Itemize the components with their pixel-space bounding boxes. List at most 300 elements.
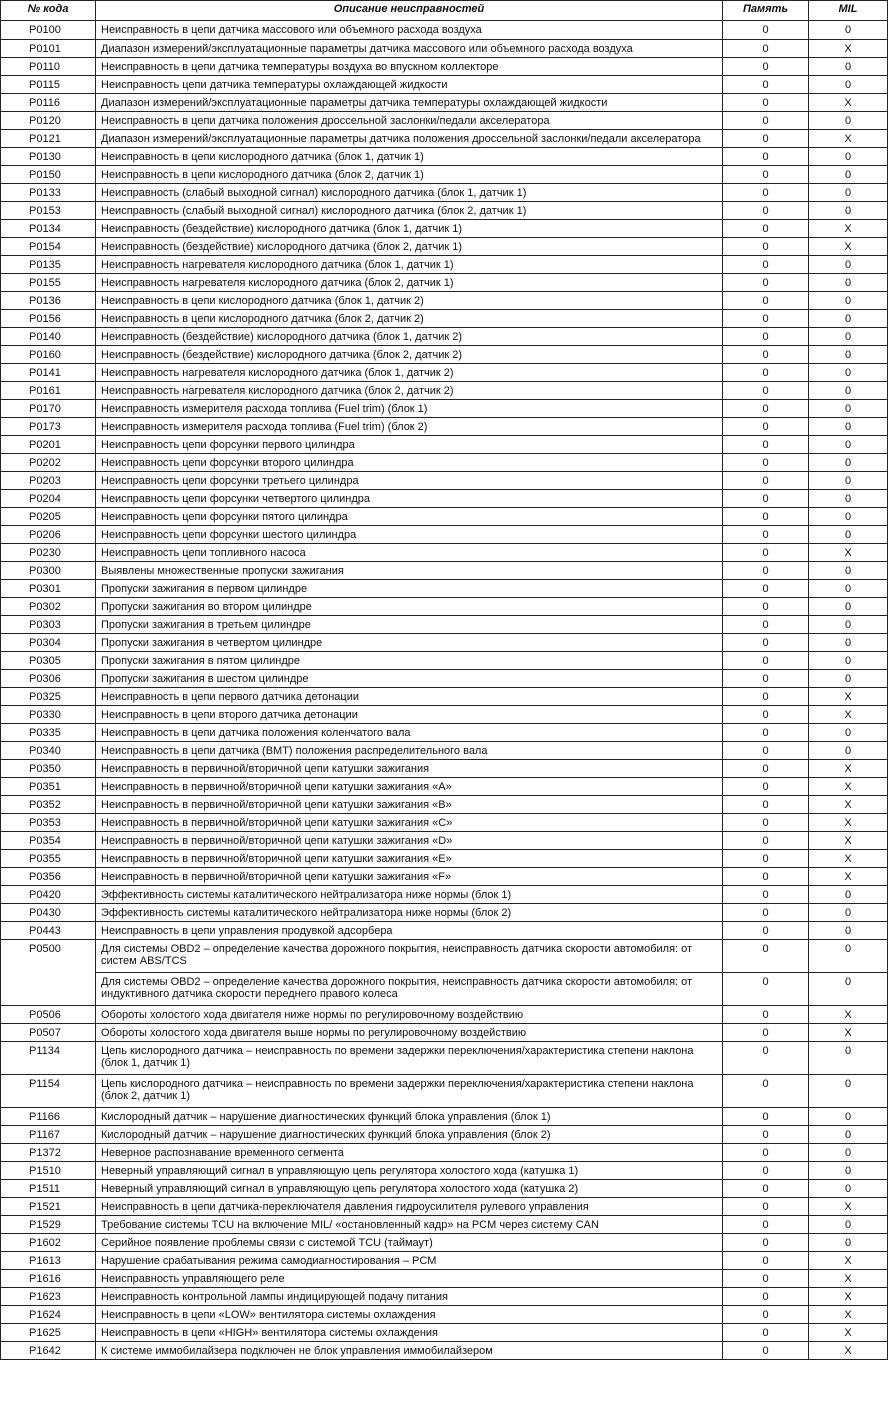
- cell-code: P0161: [1, 382, 96, 400]
- cell-memory: 0: [723, 742, 809, 760]
- cell-memory: 0: [723, 1288, 809, 1306]
- cell-description: Кислородный датчик – нарушение диагностических функций блока управления (блок 1): [96, 1108, 723, 1126]
- cell-code: P1602: [1, 1234, 96, 1252]
- cell-memory: 0: [723, 238, 809, 256]
- table-row: [1, 850, 888, 868]
- cell-description: Неисправность контрольной лампы индицирующей подачу питания: [96, 1288, 723, 1306]
- cell-code: P1134: [1, 1042, 96, 1075]
- cell-mil: X: [809, 832, 888, 850]
- cell-description: Пропуски зажигания во втором цилиндре: [96, 598, 723, 616]
- cell-description: Обороты холостого хода двигателя выше нормы по регулировочному воздействию: [96, 1024, 723, 1042]
- cell-mil: 0: [809, 1180, 888, 1198]
- cell-memory: 0: [723, 1216, 809, 1234]
- cell-memory: 0: [723, 634, 809, 652]
- table-row: [1, 973, 888, 1006]
- cell-mil: X: [809, 814, 888, 832]
- cell-mil: 0: [809, 346, 888, 364]
- cell-description: Пропуски зажигания в первом цилиндре: [96, 580, 723, 598]
- cell-memory: 0: [723, 310, 809, 328]
- table-row: [1, 1126, 888, 1144]
- cell-memory: 0: [723, 814, 809, 832]
- cell-code: P1166: [1, 1108, 96, 1126]
- table-row: [1, 1216, 888, 1234]
- table-row: [1, 274, 888, 292]
- cell-description: Неисправность нагревателя кислородного датчика (блок 2, датчик 2): [96, 382, 723, 400]
- cell-description: Неисправность в цепи датчика (ВМТ) положения распределительного вала: [96, 742, 723, 760]
- cell-mil: X: [809, 760, 888, 778]
- header-mil: MIL: [809, 1, 888, 21]
- cell-memory: 0: [723, 868, 809, 886]
- cell-mil: 0: [809, 886, 888, 904]
- cell-description: Пропуски зажигания в четвертом цилиндре: [96, 634, 723, 652]
- cell-code: P1613: [1, 1252, 96, 1270]
- cell-description: Неисправность цепи форсунки четвертого цилиндра: [96, 490, 723, 508]
- cell-memory: 0: [723, 580, 809, 598]
- table-row: [1, 940, 888, 973]
- cell-code: P1372: [1, 1144, 96, 1162]
- cell-memory: 0: [723, 202, 809, 220]
- cell-description: Диапазон измерений/эксплуатационные параметры датчика положения дроссельной заслонки/педали акселератора: [96, 130, 723, 148]
- cell-memory: 0: [723, 706, 809, 724]
- cell-mil: 0: [809, 472, 888, 490]
- cell-mil: X: [809, 1324, 888, 1342]
- cell-code: P1510: [1, 1162, 96, 1180]
- cell-mil: 0: [809, 364, 888, 382]
- table-row: [1, 1288, 888, 1306]
- cell-mil: 0: [809, 922, 888, 940]
- table-row: [1, 58, 888, 76]
- table-row: [1, 1342, 888, 1360]
- cell-mil: X: [809, 1198, 888, 1216]
- cell-code: P0352: [1, 796, 96, 814]
- cell-description: Пропуски зажигания в третьем цилиндре: [96, 616, 723, 634]
- cell-description: Неисправность измерителя расхода топлива (Fuel trim) (блок 1): [96, 400, 723, 418]
- table-header-row: [1, 1, 888, 21]
- table-row: [1, 652, 888, 670]
- cell-mil: X: [809, 688, 888, 706]
- cell-memory: 0: [723, 778, 809, 796]
- cell-description: Неисправность в первичной/вторичной цепи катушки зажигания «C»: [96, 814, 723, 832]
- table-row: [1, 544, 888, 562]
- table-row: [1, 886, 888, 904]
- table-row: [1, 1024, 888, 1042]
- cell-code: P1625: [1, 1324, 96, 1342]
- cell-description: Неверное распознавание временного сегмента: [96, 1144, 723, 1162]
- cell-mil: 0: [809, 1108, 888, 1126]
- table-row: [1, 868, 888, 886]
- cell-mil: 0: [809, 184, 888, 202]
- cell-mil: 0: [809, 724, 888, 742]
- table-row: [1, 616, 888, 634]
- cell-code: P0206: [1, 526, 96, 544]
- cell-memory: 0: [723, 1234, 809, 1252]
- cell-description: Неисправность (слабый выходной сигнал) кислородного датчика (блок 1, датчик 1): [96, 184, 723, 202]
- cell-mil: 0: [809, 490, 888, 508]
- table-row: [1, 1324, 888, 1342]
- cell-code: P0304: [1, 634, 96, 652]
- cell-memory: 0: [723, 58, 809, 76]
- cell-description: Нарушение срабатывания режима самодиагностирования – PCM: [96, 1252, 723, 1270]
- cell-description: Неисправность в цепи датчика массового или объемного расхода воздуха: [96, 21, 723, 40]
- cell-description: Неисправность нагревателя кислородного датчика (блок 1, датчик 1): [96, 256, 723, 274]
- cell-code: P0170: [1, 400, 96, 418]
- cell-mil: 0: [809, 76, 888, 94]
- cell-memory: 0: [723, 796, 809, 814]
- table-row: [1, 778, 888, 796]
- cell-description: Неисправность в цепи кислородного датчика (блок 2, датчик 1): [96, 166, 723, 184]
- cell-mil: X: [809, 1306, 888, 1324]
- cell-description: Неисправность в первичной/вторичной цепи катушки зажигания «A»: [96, 778, 723, 796]
- cell-memory: 0: [723, 850, 809, 868]
- table-row: [1, 202, 888, 220]
- cell-memory: 0: [723, 400, 809, 418]
- cell-description: Неисправность в цепи «HIGH» вентилятора системы охлаждения: [96, 1324, 723, 1342]
- table-row: [1, 76, 888, 94]
- cell-memory: 0: [723, 256, 809, 274]
- table-row: [1, 184, 888, 202]
- cell-memory: 0: [723, 922, 809, 940]
- cell-memory: 0: [723, 166, 809, 184]
- cell-description: Неисправность в цепи «LOW» вентилятора системы охлаждения: [96, 1306, 723, 1324]
- cell-memory: 0: [723, 328, 809, 346]
- table-row: [1, 526, 888, 544]
- cell-memory: 0: [723, 220, 809, 238]
- table-row: [1, 598, 888, 616]
- table-row: [1, 760, 888, 778]
- cell-description: Обороты холостого хода двигателя ниже нормы по регулировочному воздействию: [96, 1006, 723, 1024]
- cell-description: Неисправность цепи форсунки первого цилиндра: [96, 436, 723, 454]
- cell-description: Неисправность в цепи датчика положения коленчатого вала: [96, 724, 723, 742]
- cell-mil: 0: [809, 526, 888, 544]
- cell-description: Неисправность (бездействие) кислородного датчика (блок 1, датчик 1): [96, 220, 723, 238]
- table-row: [1, 166, 888, 184]
- cell-code: P1623: [1, 1288, 96, 1306]
- cell-memory: 0: [723, 904, 809, 922]
- cell-mil: X: [809, 778, 888, 796]
- cell-memory: 0: [723, 1042, 809, 1075]
- table-row: [1, 112, 888, 130]
- table-row: [1, 436, 888, 454]
- cell-code: P0303: [1, 616, 96, 634]
- cell-description: Диапазон измерений/эксплуатационные параметры датчика температуры охлаждающей жидкости: [96, 94, 723, 112]
- cell-description: Неисправность нагревателя кислородного датчика (блок 1, датчик 2): [96, 364, 723, 382]
- table-row: [1, 1252, 888, 1270]
- cell-code: P1511: [1, 1180, 96, 1198]
- cell-code: P0305: [1, 652, 96, 670]
- cell-mil: 0: [809, 508, 888, 526]
- table-row: [1, 580, 888, 598]
- table-row: [1, 220, 888, 238]
- cell-description: Неисправность в первичной/вторичной цепи катушки зажигания «B»: [96, 796, 723, 814]
- cell-mil: 0: [809, 1042, 888, 1075]
- table-row: [1, 562, 888, 580]
- table-row: [1, 400, 888, 418]
- cell-memory: 0: [723, 112, 809, 130]
- cell-code: P0506: [1, 1006, 96, 1024]
- cell-description: Кислородный датчик – нарушение диагностических функций блока управления (блок 2): [96, 1126, 723, 1144]
- table-row: [1, 454, 888, 472]
- cell-mil: X: [809, 850, 888, 868]
- cell-mil: X: [809, 238, 888, 256]
- cell-memory: 0: [723, 274, 809, 292]
- cell-description: Неисправность цепи форсунки шестого цилиндра: [96, 526, 723, 544]
- cell-code: P0156: [1, 310, 96, 328]
- cell-memory: 0: [723, 1126, 809, 1144]
- cell-code: P0443: [1, 922, 96, 940]
- cell-description: Неисправность цепи топливного насоса: [96, 544, 723, 562]
- cell-mil: X: [809, 1252, 888, 1270]
- table-row: [1, 706, 888, 724]
- cell-mil: 0: [809, 562, 888, 580]
- cell-mil: 0: [809, 256, 888, 274]
- table-row: [1, 1108, 888, 1126]
- cell-code: P0325: [1, 688, 96, 706]
- cell-code: P1167: [1, 1126, 96, 1144]
- cell-mil: X: [809, 796, 888, 814]
- cell-mil: X: [809, 1288, 888, 1306]
- cell-code: P0335: [1, 724, 96, 742]
- cell-memory: 0: [723, 454, 809, 472]
- cell-memory: 0: [723, 670, 809, 688]
- cell-memory: 0: [723, 886, 809, 904]
- cell-memory: 0: [723, 1270, 809, 1288]
- cell-mil: 0: [809, 1216, 888, 1234]
- cell-memory: 0: [723, 1324, 809, 1342]
- cell-code: P0201: [1, 436, 96, 454]
- cell-code: P0205: [1, 508, 96, 526]
- cell-memory: 0: [723, 652, 809, 670]
- cell-description: Неисправность (бездействие) кислородного датчика (блок 2, датчик 1): [96, 238, 723, 256]
- table-row: [1, 148, 888, 166]
- cell-description: Неисправность в цепи датчика-переключателя давления гидроусилителя рулевого управления: [96, 1198, 723, 1216]
- table-row: [1, 688, 888, 706]
- cell-mil: 0: [809, 202, 888, 220]
- cell-code: P0130: [1, 148, 96, 166]
- cell-description: Неисправность в первичной/вторичной цепи катушки зажигания: [96, 760, 723, 778]
- table-row: [1, 1162, 888, 1180]
- header-memory: Память: [723, 1, 809, 21]
- cell-description: Эффективность системы каталитического нейтрализатора ниже нормы (блок 2): [96, 904, 723, 922]
- table-row: [1, 922, 888, 940]
- cell-code: P0110: [1, 58, 96, 76]
- cell-code: P1616: [1, 1270, 96, 1288]
- cell-memory: 0: [723, 973, 809, 1006]
- cell-code: P0420: [1, 886, 96, 904]
- cell-description: Неисправность цепи датчика температуры охлаждающей жидкости: [96, 76, 723, 94]
- cell-code: P1642: [1, 1342, 96, 1360]
- table-row: [1, 1270, 888, 1288]
- cell-memory: 0: [723, 616, 809, 634]
- table-row: [1, 1006, 888, 1024]
- cell-description: Серийное появление проблемы связи с системой TCU (таймаут): [96, 1234, 723, 1252]
- cell-memory: 0: [723, 760, 809, 778]
- table-row: [1, 292, 888, 310]
- cell-memory: 0: [723, 382, 809, 400]
- cell-mil: 0: [809, 973, 888, 1006]
- cell-code: P0353: [1, 814, 96, 832]
- cell-memory: 0: [723, 130, 809, 148]
- cell-mil: 0: [809, 598, 888, 616]
- cell-description: Неисправность в первичной/вторичной цепи катушки зажигания «E»: [96, 850, 723, 868]
- cell-description: Неисправность в цепи первого датчика детонации: [96, 688, 723, 706]
- table-row: [1, 472, 888, 490]
- cell-description: Неисправность (бездействие) кислородного датчика (блок 1, датчик 2): [96, 328, 723, 346]
- table-row: [1, 490, 888, 508]
- cell-description: Цепь кислородного датчика – неисправность по времени задержки переключения/характеристика степени наклона (блок 1, датчик 1): [96, 1042, 723, 1075]
- cell-memory: 0: [723, 418, 809, 436]
- cell-code: P0356: [1, 868, 96, 886]
- cell-description: Неисправность (бездействие) кислородного датчика (блок 2, датчик 2): [96, 346, 723, 364]
- table-row: [1, 1144, 888, 1162]
- table-row: [1, 130, 888, 148]
- cell-mil: X: [809, 40, 888, 58]
- cell-code: P1529: [1, 1216, 96, 1234]
- cell-memory: 0: [723, 436, 809, 454]
- cell-code: P0134: [1, 220, 96, 238]
- cell-memory: 0: [723, 94, 809, 112]
- cell-code: P0330: [1, 706, 96, 724]
- cell-memory: 0: [723, 1162, 809, 1180]
- cell-mil: 0: [809, 418, 888, 436]
- cell-description: Неисправность в цепи кислородного датчика (блок 2, датчик 2): [96, 310, 723, 328]
- cell-mil: 0: [809, 670, 888, 688]
- table-row: [1, 1198, 888, 1216]
- cell-code: P0116: [1, 94, 96, 112]
- cell-memory: 0: [723, 40, 809, 58]
- cell-description: Неисправность управляющего реле: [96, 1270, 723, 1288]
- table-row: [1, 310, 888, 328]
- cell-memory: 0: [723, 1198, 809, 1216]
- cell-description: Диапазон измерений/эксплуатационные параметры датчика массового или объемного расхода воздуха: [96, 40, 723, 58]
- cell-memory: 0: [723, 1006, 809, 1024]
- cell-mil: 0: [809, 436, 888, 454]
- cell-description: Выявлены множественные пропуски зажигания: [96, 562, 723, 580]
- cell-code: P0351: [1, 778, 96, 796]
- cell-code: P0507: [1, 1024, 96, 1042]
- cell-mil: 0: [809, 454, 888, 472]
- cell-mil: 0: [809, 580, 888, 598]
- table-row: [1, 328, 888, 346]
- cell-code: P0340: [1, 742, 96, 760]
- cell-description: К системе иммобилайзера подключен не блок управления иммобилайзером: [96, 1342, 723, 1360]
- cell-memory: 0: [723, 148, 809, 166]
- cell-description: Неверный управляющий сигнал в управляющую цепь регулятора холостого хода (катушка 1): [96, 1162, 723, 1180]
- table-row: [1, 382, 888, 400]
- cell-code: P0100: [1, 21, 96, 40]
- cell-description: Неисправность в цепи датчика температуры воздуха во впускном коллекторе: [96, 58, 723, 76]
- cell-memory: 0: [723, 472, 809, 490]
- cell-mil: 0: [809, 1162, 888, 1180]
- cell-memory: 0: [723, 184, 809, 202]
- cell-memory: 0: [723, 292, 809, 310]
- cell-mil: 0: [809, 742, 888, 760]
- cell-code: P0140: [1, 328, 96, 346]
- cell-mil: 0: [809, 652, 888, 670]
- cell-memory: 0: [723, 1024, 809, 1042]
- cell-description: Неисправность (слабый выходной сигнал) кислородного датчика (блок 2, датчик 1): [96, 202, 723, 220]
- cell-mil: 0: [809, 21, 888, 40]
- cell-description: Неисправность цепи форсунки пятого цилиндра: [96, 508, 723, 526]
- cell-mil: 0: [809, 634, 888, 652]
- cell-description: Неисправность цепи форсунки второго цилиндра: [96, 454, 723, 472]
- header-code: № кода: [1, 1, 96, 21]
- table-row: [1, 814, 888, 832]
- cell-mil: X: [809, 220, 888, 238]
- cell-mil: X: [809, 1006, 888, 1024]
- cell-memory: 0: [723, 1180, 809, 1198]
- cell-description: Неисправность в цепи второго датчика детонации: [96, 706, 723, 724]
- cell-mil: 0: [809, 904, 888, 922]
- cell-memory: 0: [723, 940, 809, 973]
- cell-memory: 0: [723, 21, 809, 40]
- cell-memory: 0: [723, 346, 809, 364]
- cell-description: Цепь кислородного датчика – неисправность по времени задержки переключения/характеристика степени наклона (блок 2, датчик 1): [96, 1075, 723, 1108]
- cell-memory: 0: [723, 1108, 809, 1126]
- table-row: [1, 94, 888, 112]
- cell-code: P0121: [1, 130, 96, 148]
- table-row: [1, 364, 888, 382]
- cell-code: P0202: [1, 454, 96, 472]
- table-row: [1, 904, 888, 922]
- cell-mil: 0: [809, 400, 888, 418]
- cell-code: P0160: [1, 346, 96, 364]
- table-row: [1, 796, 888, 814]
- cell-description: Для системы OBD2 – определение качества дорожного покрытия, неисправность датчика скорости автомобиля: от систем ABS/TCS: [96, 940, 723, 973]
- header-description: Описание неисправностей: [96, 1, 723, 21]
- cell-code: P0155: [1, 274, 96, 292]
- table-row: [1, 670, 888, 688]
- cell-mil: 0: [809, 292, 888, 310]
- cell-memory: 0: [723, 526, 809, 544]
- table-row: [1, 21, 888, 40]
- cell-code: P0230: [1, 544, 96, 562]
- cell-code: P0300: [1, 562, 96, 580]
- cell-mil: 0: [809, 310, 888, 328]
- cell-mil: 0: [809, 1234, 888, 1252]
- cell-description: Требование системы TCU на включение MIL/ «остановленный кадр» на PCM через систему CAN: [96, 1216, 723, 1234]
- cell-memory: 0: [723, 76, 809, 94]
- cell-code: P0302: [1, 598, 96, 616]
- table-row: [1, 508, 888, 526]
- cell-mil: 0: [809, 58, 888, 76]
- cell-mil: 0: [809, 274, 888, 292]
- cell-description: Неисправность в первичной/вторичной цепи катушки зажигания «D»: [96, 832, 723, 850]
- cell-memory: 0: [723, 688, 809, 706]
- cell-description: Для системы OBD2 – определение качества дорожного покрытия, неисправность датчика скорости автомобиля: от индуктивного датчика скорости переднего правого колеса: [96, 973, 723, 1006]
- table-row: [1, 256, 888, 274]
- cell-code: P0153: [1, 202, 96, 220]
- cell-memory: 0: [723, 598, 809, 616]
- cell-code: P1154: [1, 1075, 96, 1108]
- cell-mil: 0: [809, 940, 888, 973]
- cell-code: P0136: [1, 292, 96, 310]
- table-body: [1, 21, 888, 1360]
- cell-description: Неисправность нагревателя кислородного датчика (блок 2, датчик 1): [96, 274, 723, 292]
- table-row: [1, 1042, 888, 1075]
- cell-mil: X: [809, 1024, 888, 1042]
- table-row: [1, 238, 888, 256]
- cell-mil: 0: [809, 1144, 888, 1162]
- cell-mil: X: [809, 130, 888, 148]
- cell-memory: 0: [723, 508, 809, 526]
- cell-code: P0354: [1, 832, 96, 850]
- cell-code: P0133: [1, 184, 96, 202]
- cell-code: P0173: [1, 418, 96, 436]
- cell-description: Пропуски зажигания в шестом цилиндре: [96, 670, 723, 688]
- cell-mil: 0: [809, 1126, 888, 1144]
- cell-code: P0135: [1, 256, 96, 274]
- cell-mil: X: [809, 94, 888, 112]
